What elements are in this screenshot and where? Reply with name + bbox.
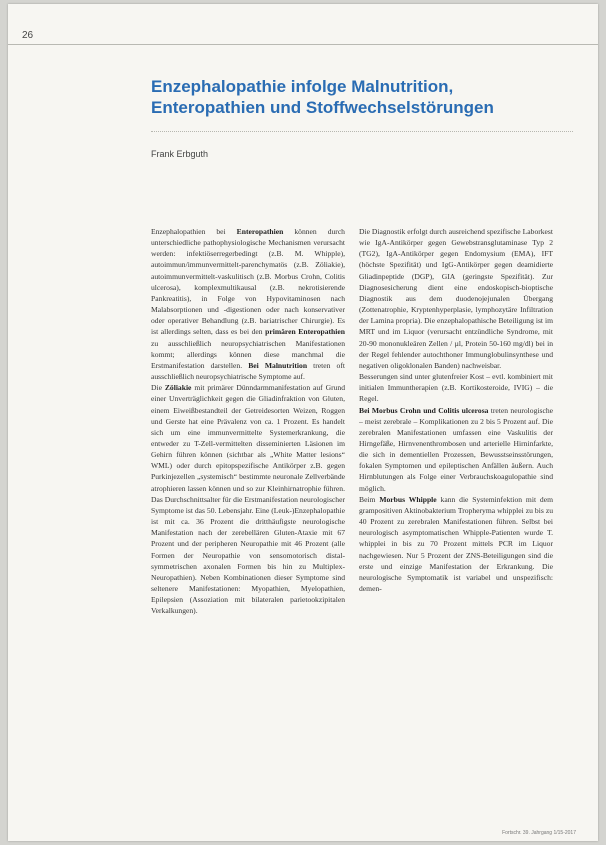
body-paragraph bbox=[359, 494, 553, 594]
body-paragraph bbox=[359, 405, 553, 494]
text-run: Die Diagnostik erfolgt durch ausreichend spezifische Laborkest wie IgA-Antikörper gegen Gewebstransglutaminase Typ 2 (TG2), IgA-Antikörper gegen Endomysium (EMA), IFT (höchste Spezifität) und IgG-Antikörper gegen deamidierte Gliadinpeptide (DGP), GIA (geringste Spezifität). Zur Diagnosesicherung dient eine endoskopisch-bioptische Diagnostik aus dem duodenojejunalen Übergang (Zottenatrophie, Kryptenhyperplasie, lymphozytäre Infiltration der Lamina propria). Die enzephalopathische Beteiligung ist im MRT und im Liquor (verursacht entzündliche Syndrome, mit 20-90 mononukleären Zellen / µl, Protein 50-160 mg/dl) bei in der Regel fehlender autochthoner Immunglobulinsynthese und negativen oligoklonalen Banden) nachweisbar. bbox=[359, 227, 553, 370]
article-title bbox=[151, 76, 571, 118]
text-run-bold: primären Enteropathien bbox=[265, 327, 345, 337]
body-paragraph bbox=[151, 382, 345, 616]
text-run-bold: Enteropathien bbox=[236, 227, 284, 236]
text-run: Besserungen sind unter glutenfreier Kost – evtl. kombiniert mit initialen Immuntherapien (z.B. Kortikosteroide, IVIG) – die Regel. bbox=[359, 372, 553, 404]
text-run: kann die Systeminfektion mit dem grampositiven Aktinobakterium Tropheryma whipplei zu bis zu 40 Prozent zu zerebralen Manifestationen führen. Selbst bei neurologisch asymptomatischen Whipple-Patienten wurde T. whipplei in bis zu 70 Prozent mittels PCR im Liquor nachgewiesen. Nur 5 Prozent der ZNS-Beteiligungen sind die erste und einzige Manifestation der Erkrankung. Die neurologische Symptomatik ist variabel und unspezifisch: demen- bbox=[359, 494, 553, 593]
title-separator bbox=[151, 131, 573, 132]
body-paragraph bbox=[359, 226, 553, 371]
title-line-2: Enteropathien und Stoffwechselstörungen bbox=[151, 98, 494, 117]
page-number: 26 bbox=[22, 30, 34, 41]
body-column-left bbox=[151, 226, 345, 824]
header-rule bbox=[8, 44, 598, 45]
text-run: treten oft ausschließlich neuropsychiatrische Symptome auf. bbox=[151, 360, 345, 382]
text-run: Enzephalopathien bei bbox=[151, 227, 237, 236]
text-run-bold: Bei Malnutrition bbox=[248, 360, 308, 370]
body-paragraph bbox=[359, 371, 553, 404]
text-run: treten neurologische – meist zerebrale – Komplikationen zu 2 bis 5 Prozent auf. Die zerebralen Manifestationen umfassen eine Vaskulitis der Hirngefäße, Hirnvenenthrombosen und arterielle Hirninfarkte, die sich in dementiellen Prozessen, Bewusstseinsstörungen, fokalen Symptomen und epileptischen Anfällen äußern. Auch Hirnblutungen als Folge einer Verbrauchskoagulopathie sind möglich. bbox=[359, 405, 553, 493]
text-run-bold: Zöliakie bbox=[164, 383, 192, 393]
text-run: mit primärer Dünndarmmanifestation auf Grund einer Unverträglichkeit gegen die Gliadinfraktion von Gluten, einem Eiweißbestandteil der Getreidesorten Weizen, Roggen und Gerste hat eine Prävalenz von ca. 1 Prozent. Es handelt sich um eine immunvermittelte Systemerkrankung, die entweder zu T-Zell-vermittelten disseminierten Läsionen im Gehirn führen können (sichtbar als „White Matter lesions“ WML) oder durch epitopspezifische Antikörper z.B. gegen Purkinjezellen „systemisch“ bestimmte neuronale Zellverbände atrophieren lassen können und so zur Kleinhirnatrophie führen. Das Durchschnittsalter für die Erstmanifestation neurologischer Symptome ist das 50. Lebensjahr. Eine (Leuk-)Enzephalopathie ist mit ca. 36 Prozent die dritthäufigste neurologische Manifestation nach der zerebellären Gluten-Ataxie mit 67 Prozent und der peripheren Neuropathie mit 46 Prozent (alle Formen der Neuropathie von sensomotorisch distal-symmetrischen axonalen Formen bis hin zu Multiplex-Neuropathien). Neben Kombinationen dieser Symptome sind seltenere Manifestationen: Myopathien, Myelopathien, Epilepsien (Assoziation mit bilateralen parietookzipitalen Verkalkungen). bbox=[151, 383, 345, 616]
text-run: Beim bbox=[359, 494, 380, 504]
title-line-1: Enzephalopathie infolge Malnutrition, bbox=[151, 77, 454, 96]
body-paragraph bbox=[151, 226, 345, 382]
text-run-bold: Bei Morbus Crohn und Colitis ulcerosa bbox=[359, 405, 489, 415]
text-run: zu ausschließlich neuropsychiatrischen Manifestationen kommt; allerdings können diese manchmal die Erstmanifestation darstellen. bbox=[151, 338, 345, 370]
journal-page bbox=[8, 4, 598, 841]
author-name: Frank Erbguth bbox=[151, 149, 209, 159]
text-run: können durch unterschiedliche pathophysiologische Mechanismen verursacht werden: infektiöserregerbedingt (z.B. M. Whipple), autoimmun/immunvermittelt-parenchymatös (z.B. Zöliakie), autoimmunvermittelt-vaskulitisch (z.B. Morbus Crohn, Colitis ulcerosa), komplexmultikausal (z.B. nekrotisierende Pankreatitis), in Folge von Hypovitaminosen nach Malabsorptionen und -digestionen oder nach konservativer oder operativer Behandlung (z.B. bariatrischer Chirurgie). Es ist allerdings selten, dass es bei den bbox=[151, 227, 345, 337]
text-run-bold: Morbus Whipple bbox=[379, 494, 437, 504]
footer-citation: Fortschr. 39. Jahrgang 1/15-2017 bbox=[502, 830, 576, 836]
body-column-right bbox=[359, 226, 553, 824]
text-run: Die bbox=[151, 383, 165, 393]
